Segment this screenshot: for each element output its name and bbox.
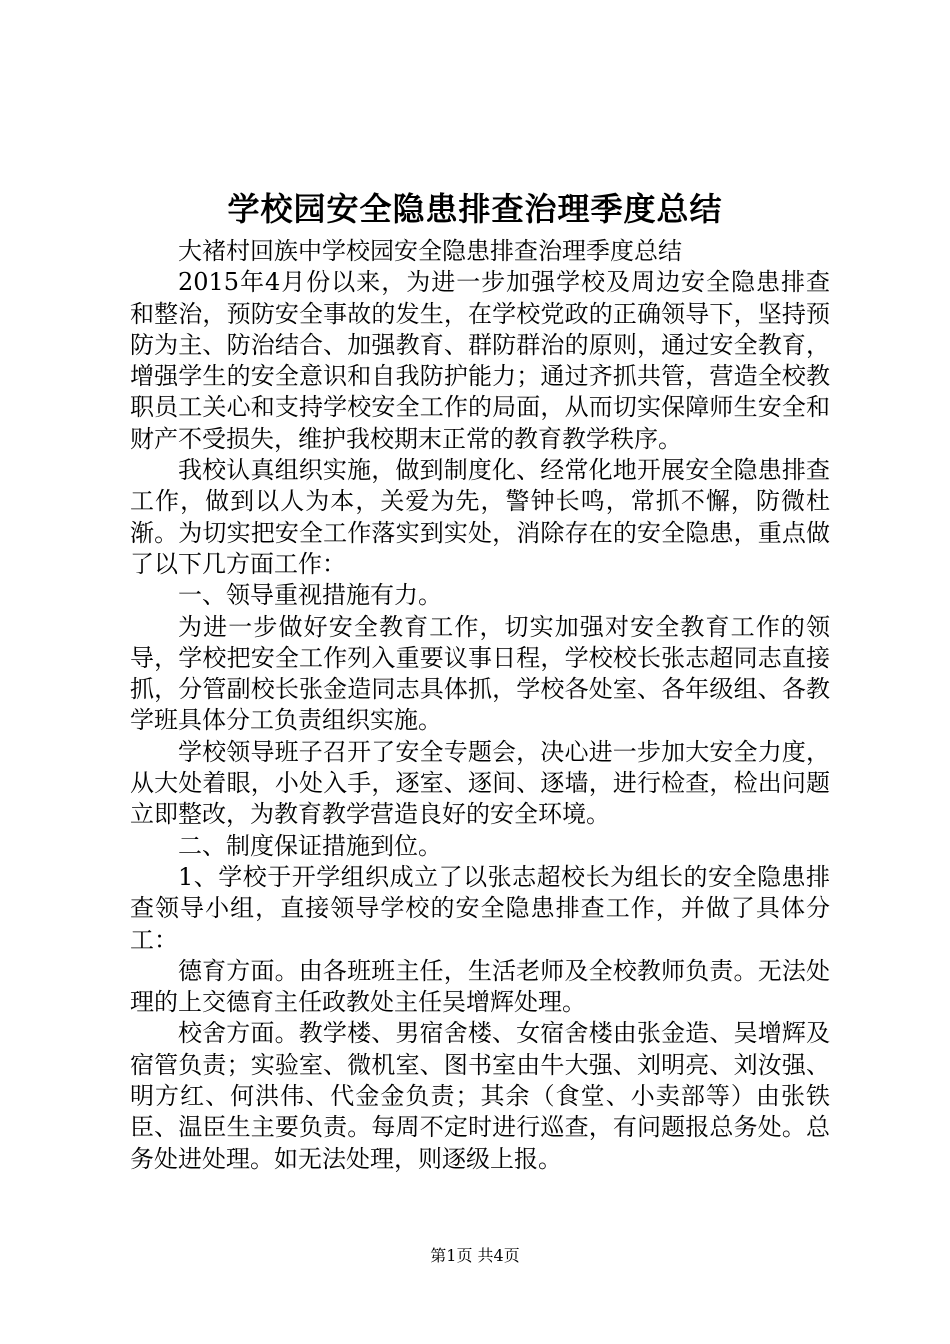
paragraph-subtitle: 大褚村回族中学校园安全隐患排查治理季度总结 [178, 237, 682, 265]
page-number-footer: 第1页 共4页 [430, 1246, 520, 1265]
paragraph-implementation: 我校认真组织实施，做到制度化、经常化地开展安全隐患排查工作，做到以人为本，关爱为先，警钟长鸣，常抓不懈，防微杜渐。为切实把安全工作落实到实处，消除存在的安全隐患，重点做了以下几方面工作： [130, 456, 830, 578]
document-title: 学校园安全隐患排查治理季度总结 [227, 190, 723, 228]
section-heading-leadership: 一、领导重视措施有力。 [178, 581, 442, 610]
paragraph-school-buildings: 校舍方面。教学楼、男宿舍楼、女宿舍楼由张金造、吴增辉及宿管负责；实验室、微机室、图书室由牛大强、刘明亮、刘汝强、明方红、何洪伟、代金金负责；其余（食堂、小卖部等）由张铁臣、温臣生主要负责。每周不定时进行巡查，有问题报总务处。总务处进处理。如无法处理，则逐级上报。 [130, 1019, 830, 1173]
section-heading-system: 二、制度保证措施到位。 [178, 831, 442, 860]
paragraph-leadership: 为进一步做好安全教育工作，切实加强对安全教育工作的领导，学校把安全工作列入重要议事日程，学校校长张志超同志直接抓，分管副校长张金造同志具体抓，学校各处室、各年级组、各教学班具体分工负责组织实施。 [130, 612, 830, 735]
paragraph-leadership-meeting: 学校领导班子召开了安全专题会，决心进一步加大安全力度，从大处着眼，小处入手，逐室、逐间、逐墙，进行检查，检出问题立即整改，为教育教学营造良好的安全环境。 [130, 737, 830, 829]
document-body [130, 236, 830, 1175]
paragraph-leading-group: 1、学校于开学组织成立了以张志超校长为组长的安全隐患排查领导小组，直接领导学校的安全隐患排查工作，并做了具体分工： [130, 862, 830, 954]
paragraph-moral-education: 德育方面。由各班班主任，生活老师及全校教师负责。无法处理的上交德育主任政教处主任吴增辉处理。 [130, 956, 830, 1017]
paragraph-intro: 2015年4月份以来，为进一步加强学校及周边安全隐患排查和整治，预防安全事故的发生，在学校党政的正确领导下，坚持预防为主、防治结合、加强教育、群防群治的原则，通过安全教育，增强学生的安全意识和自我防护能力；通过齐抓共管，营造全校教职员工关心和支持学校安全工作的局面，从而切实保障师生安全和财产不受损失，维护我校期末正常的教育教学秩序。 [130, 268, 830, 453]
